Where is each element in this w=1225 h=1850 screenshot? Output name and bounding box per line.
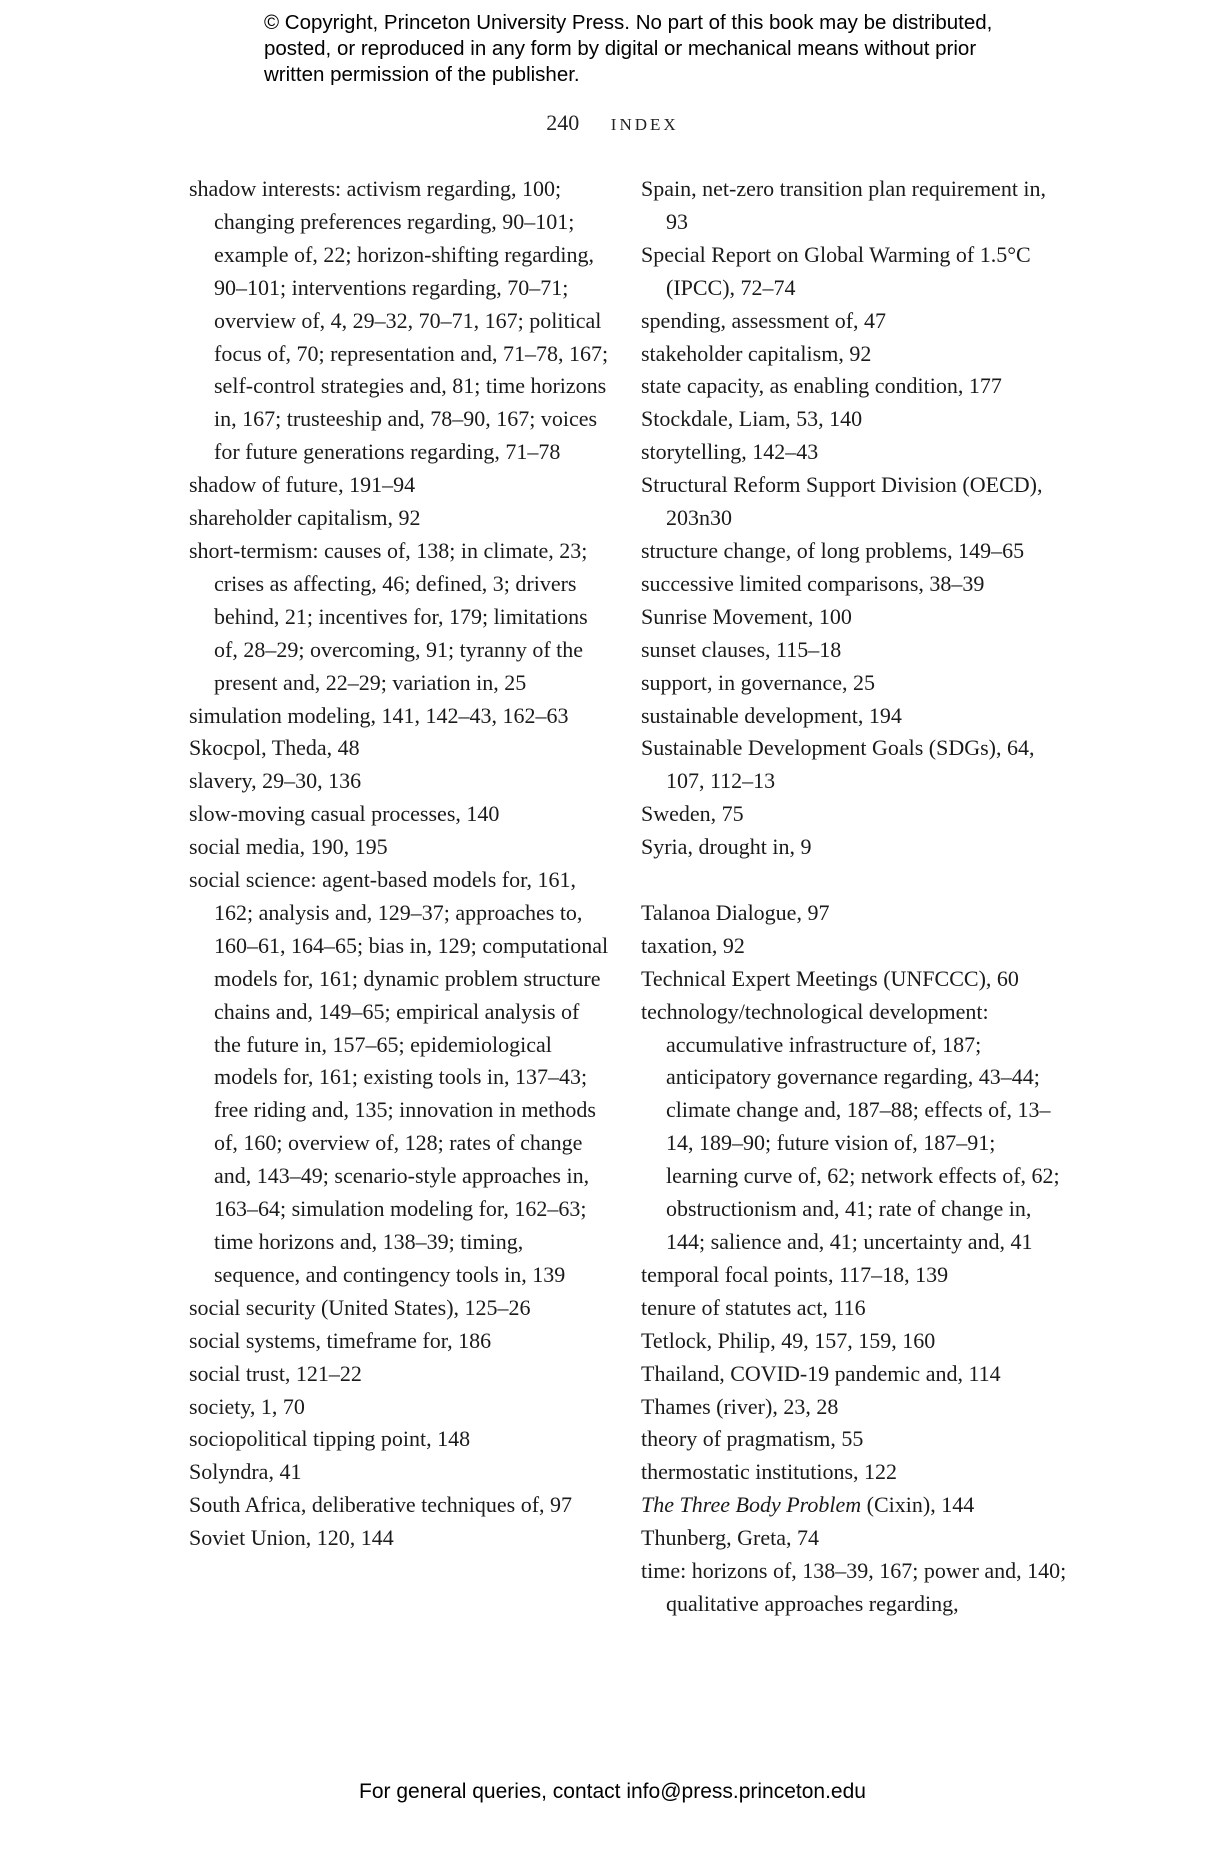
index-entry: sustainable development, 194 xyxy=(641,702,902,728)
index-entry: support, in governance, 25 xyxy=(641,669,875,695)
index-entry: shadow of future, 191–94 xyxy=(189,472,416,498)
copyright-notice: © Copyright, Princeton University Press. No part of this book may be distributed, posted, or reproduced in any form by digital or mechanical means without prior written permission of the publisher. xyxy=(264,11,993,86)
index-entry: tenure of statutes act, 116 xyxy=(641,1294,866,1320)
index-entry: slavery, 29–30, 136 xyxy=(189,768,362,794)
index-entry: social science: agent-based models for, 161, 162; analysis and, 129–37; approaches to, 160–61, 164–65; bias in, 129; computational models for, 161; dynamic problem structure chains and, 149–65; empirical analysis of the future in, 157–65; epidemiological models for, 161; existing tools in, 137–43; free riding and, 135; innovation in methods of, 160; overview of, 128; rates of change and, 143–49; scenario-style approaches in, 163–64; simulation modeling for, 162–63; time horizons and, 138–39; timing, sequence, and contingency tools in, 139 xyxy=(189,867,609,1287)
index-entry: stakeholder capitalism, 92 xyxy=(641,340,872,366)
index-entry: technology/technological development: accumulative infrastructure of, 187; anticipatory governance regarding, 43–44; climate change and, 187–88; effects of, 13–14, 189–90; future vision of, 187–91; learning curve of, 62; network effects of, 62; obstructionism and, 41; rate of change in, 144; salience and, 41; uncertainty and, 41 xyxy=(641,998,1060,1254)
index-entry: short-termism: causes of, 138; in climate, 23; crises as affecting, 46; defined, 3; drivers behind, 21; incentives for, 179; limitations of, 28–29; overcoming, 91; tyranny of the present and, 22–29; variation in, 25 xyxy=(189,537,588,695)
index-entry: Sustainable Development Goals (SDGs), 64, 107, 112–13 xyxy=(641,735,1035,794)
index-entry: Thunberg, Greta, 74 xyxy=(641,1525,819,1551)
index-column-right xyxy=(641,173,1071,1621)
index-entry: Talanoa Dialogue, 97 xyxy=(641,899,830,925)
index-entry: Sunrise Movement, 100 xyxy=(641,603,852,629)
index-entry-three-body xyxy=(641,1489,1071,1522)
index-entry: structure change, of long problems, 149–65 xyxy=(641,537,1025,563)
index-entry: taxation, 92 xyxy=(641,932,745,958)
index-entry: Soviet Union, 120, 144 xyxy=(189,1525,394,1551)
letter-group-spacer xyxy=(641,864,1071,897)
index-entry: Solyndra, 41 xyxy=(189,1459,302,1485)
running-head xyxy=(0,110,1225,136)
index-entry: Sweden, 75 xyxy=(641,801,744,827)
index-column-left xyxy=(189,173,609,1555)
index-entry: slow-moving casual processes, 140 xyxy=(189,801,500,827)
index-entry: South Africa, deliberative techniques of, 97 xyxy=(189,1492,573,1518)
index-entry: sociopolitical tipping point, 148 xyxy=(189,1426,471,1452)
index-entry: time: horizons of, 138–39, 167; power and, 140; qualitative approaches regarding, xyxy=(641,1558,1067,1616)
index-entry: society, 1, 70 xyxy=(189,1393,305,1419)
index-entry: Skocpol, Theda, 48 xyxy=(189,735,360,761)
index-entry: Special Report on Global Warming of 1.5°C (IPCC), 72–74 xyxy=(641,241,1031,300)
entry-locator: (Cixin), 144 xyxy=(861,1492,975,1518)
index-entry: state capacity, as enabling condition, 177 xyxy=(641,373,1002,399)
index-entry: sunset clauses, 115–18 xyxy=(641,636,842,662)
index-entry: shareholder capitalism, 92 xyxy=(189,505,421,531)
index-entry: storytelling, 142–43 xyxy=(641,439,819,465)
index-entry: thermostatic institutions, 122 xyxy=(641,1459,898,1485)
footer-contact: For general queries, contact info@press.princeton.edu xyxy=(359,1780,866,1803)
index-entry: Technical Expert Meetings (UNFCCC), 60 xyxy=(641,965,1019,991)
index-entry: successive limited comparisons, 38–39 xyxy=(641,570,985,596)
index-entry: theory of pragmatism, 55 xyxy=(641,1426,864,1452)
index-entry: Tetlock, Philip, 49, 157, 159, 160 xyxy=(641,1327,936,1353)
book-title: The Three Body Problem xyxy=(641,1492,862,1518)
index-entry: Thames (river), 23, 28 xyxy=(641,1393,839,1419)
index-entry: social security (United States), 125–26 xyxy=(189,1294,531,1320)
index-entry: Spain, net-zero transition plan requirement in, 93 xyxy=(641,176,1047,234)
index-entry: social media, 190, 195 xyxy=(189,834,388,860)
index-entry: Thailand, COVID-19 pandemic and, 114 xyxy=(641,1360,1001,1386)
index-entry: social trust, 121–22 xyxy=(189,1360,362,1386)
page-number: 240 xyxy=(546,110,580,135)
index-entry: Syria, drought in, 9 xyxy=(641,834,812,860)
index-entry: Stockdale, Liam, 53, 140 xyxy=(641,406,863,432)
index-entry: spending, assessment of, 47 xyxy=(641,307,887,333)
index-entry: shadow interests: activism regarding, 100; changing preferences regarding, 90–101; example of, 22; horizon-shifting regarding, 90–101; interventions regarding, 70–71; overview of, 4, 29–32, 70–71, 167; political focus of, 70; representation and, 71–78, 167; self-control strategies and, 81; time horizons in, 167; trusteeship and, 78–90, 167; voices for future generations regarding, 71–78 xyxy=(189,176,609,465)
section-title: INDEX xyxy=(610,115,679,134)
index-entry: temporal focal points, 117–18, 139 xyxy=(641,1261,949,1287)
index-entry: simulation modeling, 141, 142–43, 162–63 xyxy=(189,702,569,728)
index-entry: social systems, timeframe for, 186 xyxy=(189,1327,492,1353)
index-entry: Structural Reform Support Division (OECD), 203n30 xyxy=(641,472,1043,531)
